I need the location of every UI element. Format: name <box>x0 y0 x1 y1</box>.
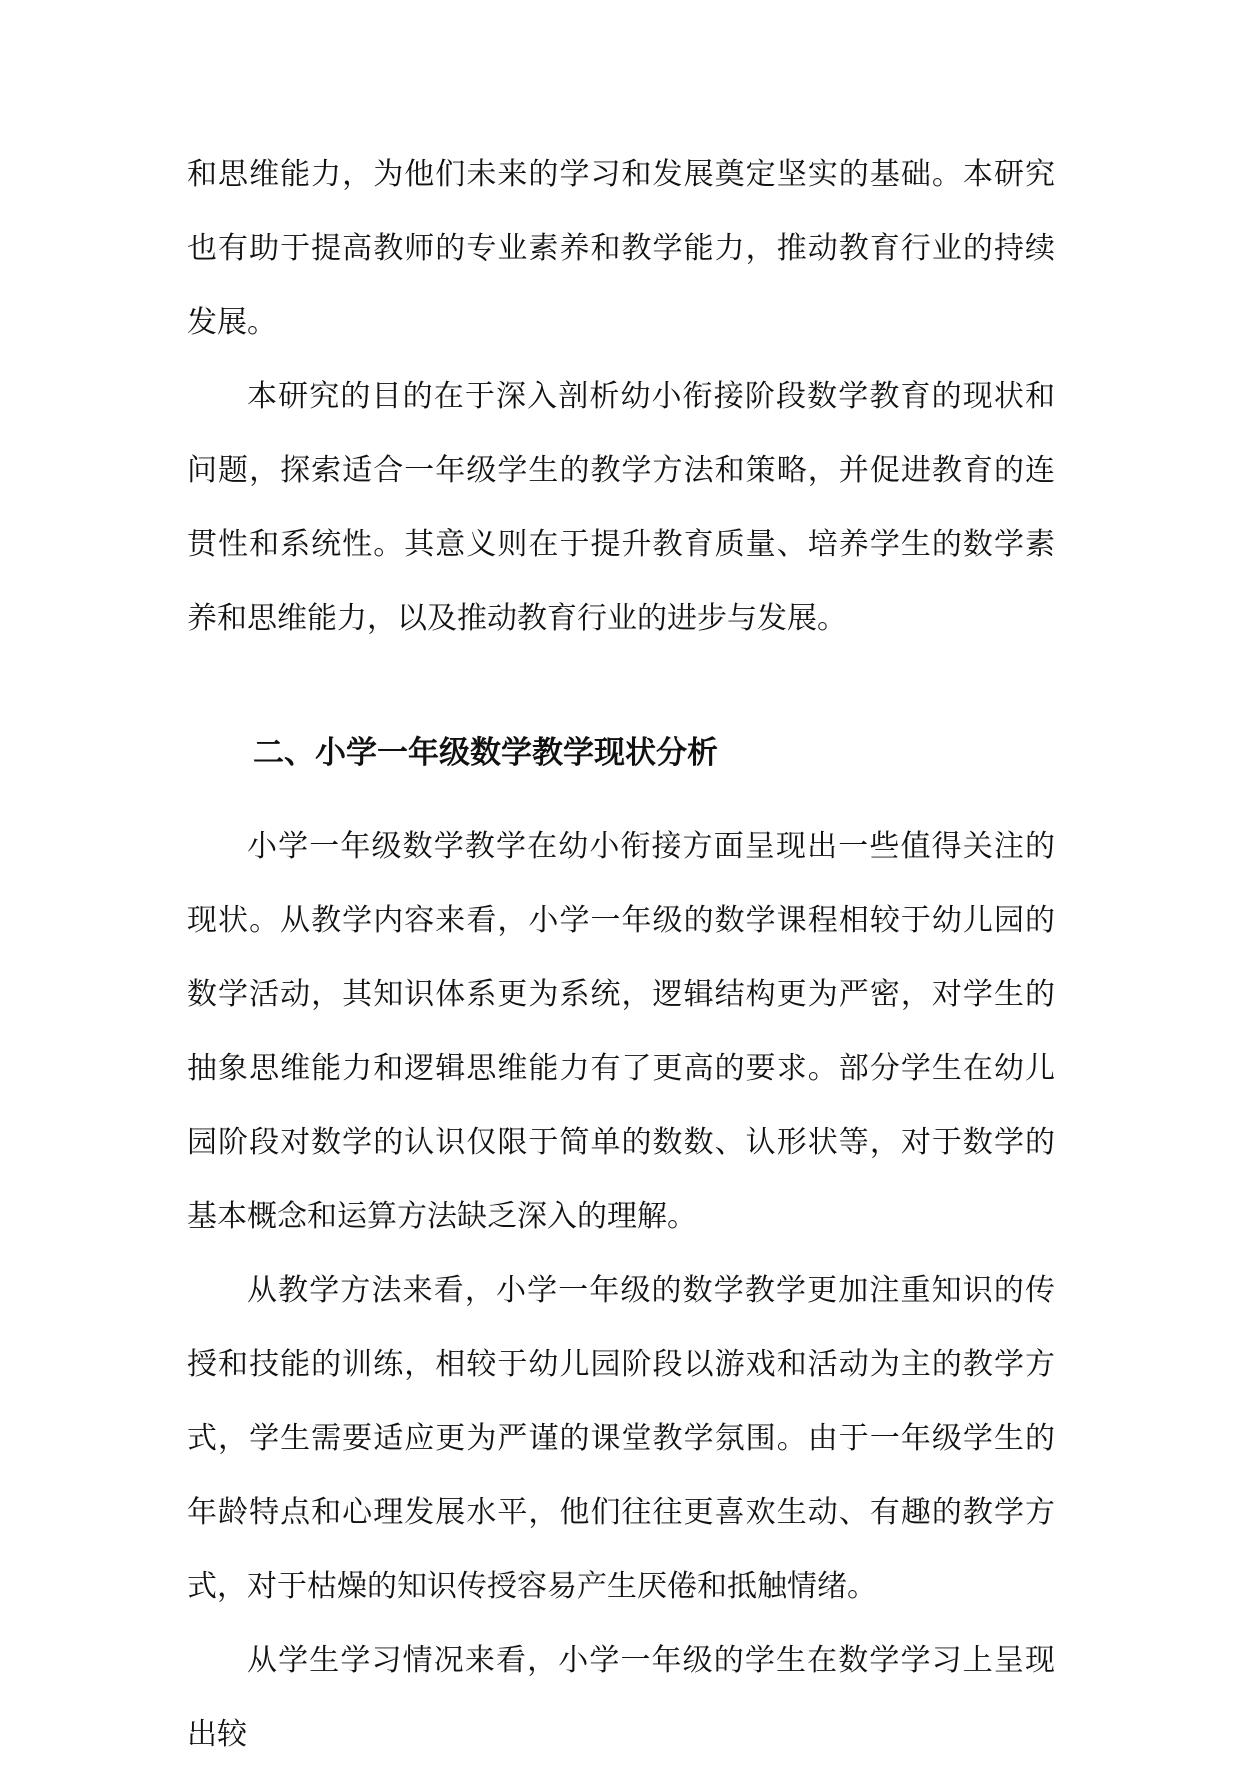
paragraph-teaching-content: 小学一年级数学教学在幼小衔接方面呈现出一些值得关注的现状。从教学内容来看，小学一年级的数学课程相较于幼儿园的数学活动，其知识体系更为系统，逻辑结构更为严密，对学生的抽象思维能力和逻辑思维能力有了更高的要求。部分学生在幼儿园阶段对数学的认识仅限于简单的数数、认形状等，对于数学的基本概念和运算方法缺乏深入的理解。 <box>187 829 1055 1234</box>
paragraph-research-purpose: 本研究的目的在于深入剖析幼小衔接阶段数学教育的现状和问题，探索适合一年级学生的教学方法和策略，并促进教育的连贯性和系统性。其意义则在于提升教育质量、培养学生的数学素养和思维能力，以及推动教育行业的进步与发展。 <box>187 379 1055 636</box>
paragraph-continuation: 和思维能力，为他们未来的学习和发展奠定坚实的基础。本研究也有助于提高教师的专业素养和教学能力，推动教育行业的持续发展。 <box>187 157 1055 340</box>
document-body <box>187 138 1055 1772</box>
paragraph-student-learning: 从学生学习情况来看，小学一年级的学生在数学学习上呈现出较 <box>187 1643 1055 1752</box>
paragraph-teaching-method: 从教学方法来看，小学一年级的数学教学更加注重知识的传授和技能的训练，相较于幼儿园阶段以游戏和活动为主的教学方式，学生需要适应更为严谨的课堂教学氛围。由于一年级学生的年龄特点和心理发展水平，他们往往更喜欢生动、有趣的教学方式，对于枯燥的知识传授容易产生厌倦和抵触情绪。 <box>187 1273 1055 1604</box>
section-heading: 二、小学一年级数学教学现状分析 <box>253 735 718 771</box>
